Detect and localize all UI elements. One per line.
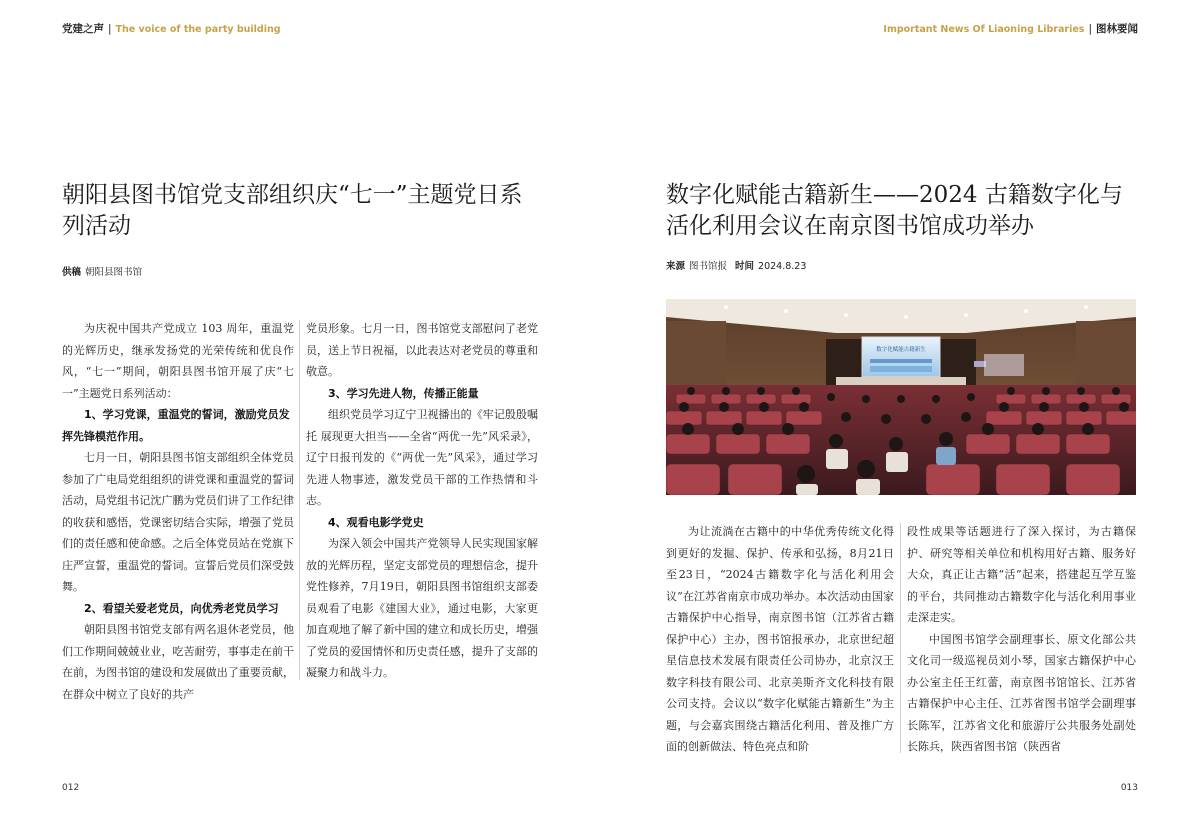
screen-caption: 数字化赋能古籍新生 — [876, 347, 926, 353]
paragraph: 朝阳县图书馆党支部有两名退休老党员，他们工作期间兢兢业业，吃苦耐劳，事事走在前干在前，为图书馆的建设和发展做出了重要贡献，在群众中树立了良好的共产 — [62, 623, 294, 701]
byline-label: 供稿 — [62, 267, 82, 278]
article-column-left-2 — [306, 318, 538, 684]
section-name-cn: 党建之声 — [62, 23, 104, 35]
byline-label: 时间 — [735, 261, 755, 272]
byline-right — [666, 258, 806, 272]
header-separator: | — [1088, 23, 1092, 35]
section-heading: 1、学习党课，重温党的誓词，激励党员发挥先锋模范作用。 — [62, 408, 290, 443]
byline-value: 2024.8.23 — [758, 261, 807, 272]
paragraph: 组织党员学习辽宁卫视播出的《牢记殷殷嘱托 展现更大担当——全省“两优一先”风采录》，辽宁日报刊发的《“两优一先”风采》，通过学习先进人物事迹，激发党员干部的工作热情和斗志。 — [306, 408, 538, 507]
paragraph: 为庆祝中国共产党成立 103 周年，重温党的光辉历史，继承发扬党的光荣传统和优良作风，“七一”期间，朝阳县图书馆开展了庆“七一”主题党日系列活动： — [62, 322, 294, 400]
article-title-right: 数字化赋能古籍新生——2024 古籍数字化与活化利用会议在南京图书馆成功举办 — [666, 182, 1123, 239]
section-name-en: The voice of the party building — [115, 24, 281, 35]
running-header-right — [883, 21, 1138, 36]
page-number-right: 013 — [1120, 783, 1138, 793]
byline-label: 来源 — [666, 261, 686, 272]
byline-value: 图书馆报 — [689, 261, 728, 272]
section-heading: 4、观看电影学党史 — [328, 515, 424, 529]
article-column-right-2 — [907, 521, 1136, 758]
running-header-left — [62, 21, 281, 36]
article-column-left-1 — [62, 318, 294, 705]
byline-left — [62, 264, 142, 278]
page-number-left: 012 — [62, 783, 80, 793]
paragraph: 为深入领会中国共产党领导人民实现国家解放的光辉历程，坚定支部党员的理想信念，提升党性修养，7月19日，朝阳县图书馆组织支部委员观看了电影《建国大业》，通过电影，大家更加直观地了解了新中国的建立和成长历史，增强了党员的爱国情怀和历史责任感，提升了支部的凝聚力和战斗力。 — [306, 537, 538, 679]
section-heading: 3、学习先进人物，传播正能量 — [328, 386, 479, 400]
paragraph: 段性成果等话题进行了深入探讨，为古籍保护、研究等相关单位和机构用好古籍、服务好大众，真正让古籍“活”起来，搭建起互学互鉴的平台，共同推动古籍数字化与活化利用事业走深走实。 — [907, 525, 1136, 624]
paragraph: 七月一日，朝阳县图书馆支部组织全体党员参加了广电局党组组织的讲党课和重温党的誓词活动，局党组书记沈广鹏为党员们讲了工作纪律的收获和感悟，党课密切结合实际，增强了党员们的责任感和使命感。之后全体党员站在党旗下庄严宣誓，重温党的誓词。宣誓后党员们深受鼓舞。 — [62, 451, 294, 593]
article-column-right-1 — [666, 521, 894, 758]
paragraph: 中国图书馆学会副理事长、原文化部公共文化司一级巡视员刘小琴，国家古籍保护中心办公室主任王红蕾，南京图书馆馆长、江苏省古籍保护中心主任、江苏省图书馆学会副理事长陈军，江苏省文化和旅游厅公共服务处副处长陈兵，陕西省图书馆（陕西省 — [907, 632, 1136, 753]
conference-photo — [666, 299, 1136, 495]
section-name-cn: 图林要闻 — [1096, 23, 1138, 35]
paragraph: 为让流淌在古籍中的中华优秀传统文化得到更好的发掘、保护、传承和弘扬，8月21日至23日，“2024古籍数字化与活化利用会议”在江苏省南京市成功举办。本次活动由国家古籍保护中心指导，南京图书馆（江苏省古籍保护中心）主办，图书馆报承办，北京世纪超星信息技术发展有限责任公司协办，北京汉王数字科技有限公司、北京美斯齐文化科技有限公司支持。会议以“数字化赋能古籍新生”为主题，与会嘉宾围绕古籍活化利用、普及推广方面的创新做法、特色亮点和阶 — [666, 525, 894, 753]
byline-value: 朝阳县图书馆 — [85, 267, 143, 278]
column-divider — [900, 523, 901, 753]
column-divider — [299, 320, 300, 680]
section-heading: 2、看望关爱老党员，向优秀老党员学习 — [84, 601, 279, 615]
article-title-left: 朝阳县图书馆党支部组织庆“七一”主题党日系列活动 — [62, 182, 523, 239]
paragraph: 党员形象。七月一日，图书馆党支部慰问了老党员，送上节日祝福，以此表达对老党员的尊重和敬意。 — [306, 322, 538, 378]
section-name-en: Important News Of Liaoning Libraries — [883, 24, 1085, 35]
header-separator: | — [108, 23, 112, 35]
